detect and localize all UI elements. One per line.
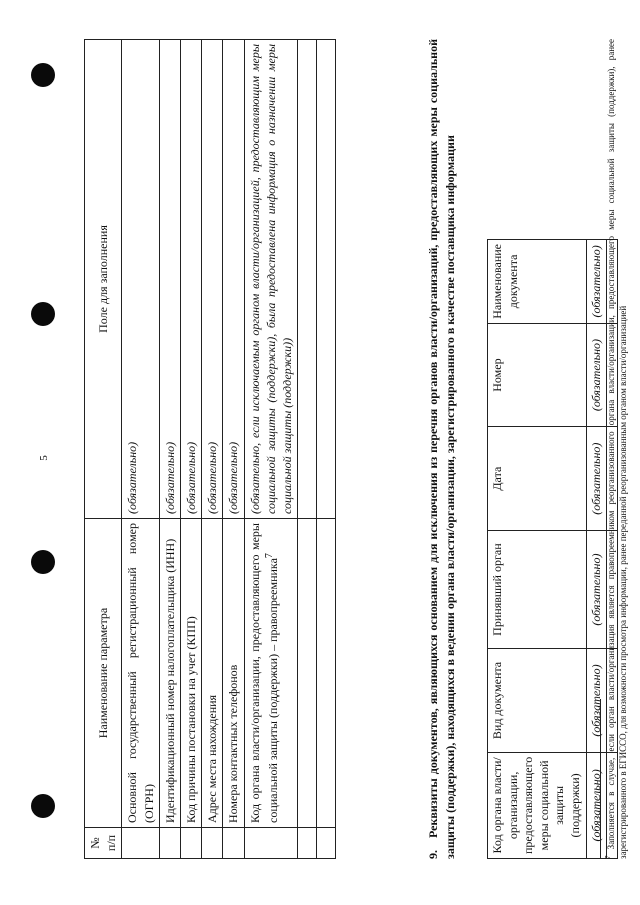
header-doc-number: Номер: [488, 323, 587, 427]
header-number: № п/п: [85, 828, 122, 859]
cell-doc-type: (обязательно): [586, 649, 607, 753]
row-number-cell: [180, 828, 201, 859]
footnote-mark: 7: [604, 855, 612, 859]
row-value-phones: (обязательно): [223, 40, 244, 519]
empty-cell: [317, 519, 336, 828]
punch-hole-top: [31, 63, 55, 87]
table-row: [159, 40, 180, 859]
cell-issuing-body: (обязательно): [586, 530, 607, 648]
header-parameter-name: Наименование параметра: [85, 519, 122, 828]
row-name-successor-code: [244, 519, 298, 828]
row-number-cell: [202, 828, 223, 859]
row-number-cell: [244, 828, 298, 859]
row-value-address: (обязательно): [202, 40, 223, 519]
documents-table: [487, 239, 618, 859]
row-name-kpp: Код причины постановки на учет (КПП): [180, 519, 201, 828]
header-date: Дата: [488, 427, 587, 531]
row-value-ogrn: (обязательно): [122, 40, 159, 519]
empty-cell: [298, 519, 317, 828]
table-row: [202, 40, 223, 859]
row-name-phones: Номера контактных телефонов: [223, 519, 244, 828]
parameters-table-header: [85, 40, 122, 859]
cell-doc-title: (обязательно): [586, 240, 607, 324]
empty-cell: [298, 40, 317, 519]
table-row-empty: [298, 40, 317, 859]
header-doc-type: Вид документа: [488, 649, 587, 753]
successor-code-text: Код органа власти/организации, предоставляющего меры социальной защиты (поддержки) – правопреемника: [247, 523, 280, 823]
punch-hole-lower-middle: [31, 550, 55, 574]
table-row: [122, 40, 159, 859]
section-9-heading: [425, 39, 459, 859]
row-value-inn: (обязательно): [159, 40, 180, 519]
footnote: [604, 39, 629, 859]
section-number: 9.: [426, 850, 440, 859]
row-value-successor-code: (обязательно, если исключаемым органом власти/организацией, предоставляющим меры социальной защиты (поддержки), была предоставлена информация о назначении меры социальной защиты (поддержки)): [244, 40, 298, 519]
cell-date: (обязательно): [586, 427, 607, 531]
page-number: 5: [37, 455, 50, 461]
header-fill-field: Поле для заполнения: [85, 40, 122, 519]
punch-hole-bottom: [31, 794, 55, 818]
documents-table-header: [488, 240, 587, 859]
cell-doc-number: (обязательно): [586, 323, 607, 427]
table-row: [244, 40, 298, 859]
row-name-ogrn: Основной государственный регистрационный номер (ОГРН): [122, 519, 159, 828]
footnote-separator: [600, 699, 601, 859]
header-doc-title: Наименование документа: [488, 240, 587, 324]
rotated-page-content: [55, 15, 640, 895]
table-row-empty: [317, 40, 336, 859]
table-row: [180, 40, 201, 859]
row-name-address: Адрес места нахождения: [202, 519, 223, 828]
row-number-cell: [159, 828, 180, 859]
empty-cell: [317, 828, 336, 859]
header-issuing-body: Принявший орган: [488, 530, 587, 648]
parameters-table: [84, 39, 336, 859]
row-number-cell: [223, 828, 244, 859]
row-value-kpp: (обязательно): [180, 40, 201, 519]
punch-hole-upper-middle: [31, 302, 55, 326]
header-org-code: Код органа власти/организации, предоставляющего меры социальной защиты (поддержки): [488, 752, 587, 858]
empty-cell: [298, 828, 317, 859]
footnote-reference: 7: [263, 553, 275, 559]
row-number-cell: [122, 828, 159, 859]
row-name-inn: Идентификационный номер налогоплательщика (ИНН): [159, 519, 180, 828]
table-row: [223, 40, 244, 859]
footnote-text: Заполняется в случае, если орган власти/организация является правопреемником реорганизованного органа власти/организации, предоставляющего меры социальной защиты (поддержки), ранее зарегистрированного в ЕГИССО, для возможности просмотра информации, ранее переданной реорганизованным органом власти/организацией: [606, 39, 629, 859]
empty-cell: [317, 40, 336, 519]
section-text: Реквизиты документов, являющихся основанием для исключения из перечня органов власти/организаций, предоставляющих меры социальной защиты (поддержки), находящихся в ведении органа власти/организации, зарегистрированного в качестве поставщика информации: [426, 39, 457, 859]
cell-org-code: (обязательно): [586, 752, 607, 858]
